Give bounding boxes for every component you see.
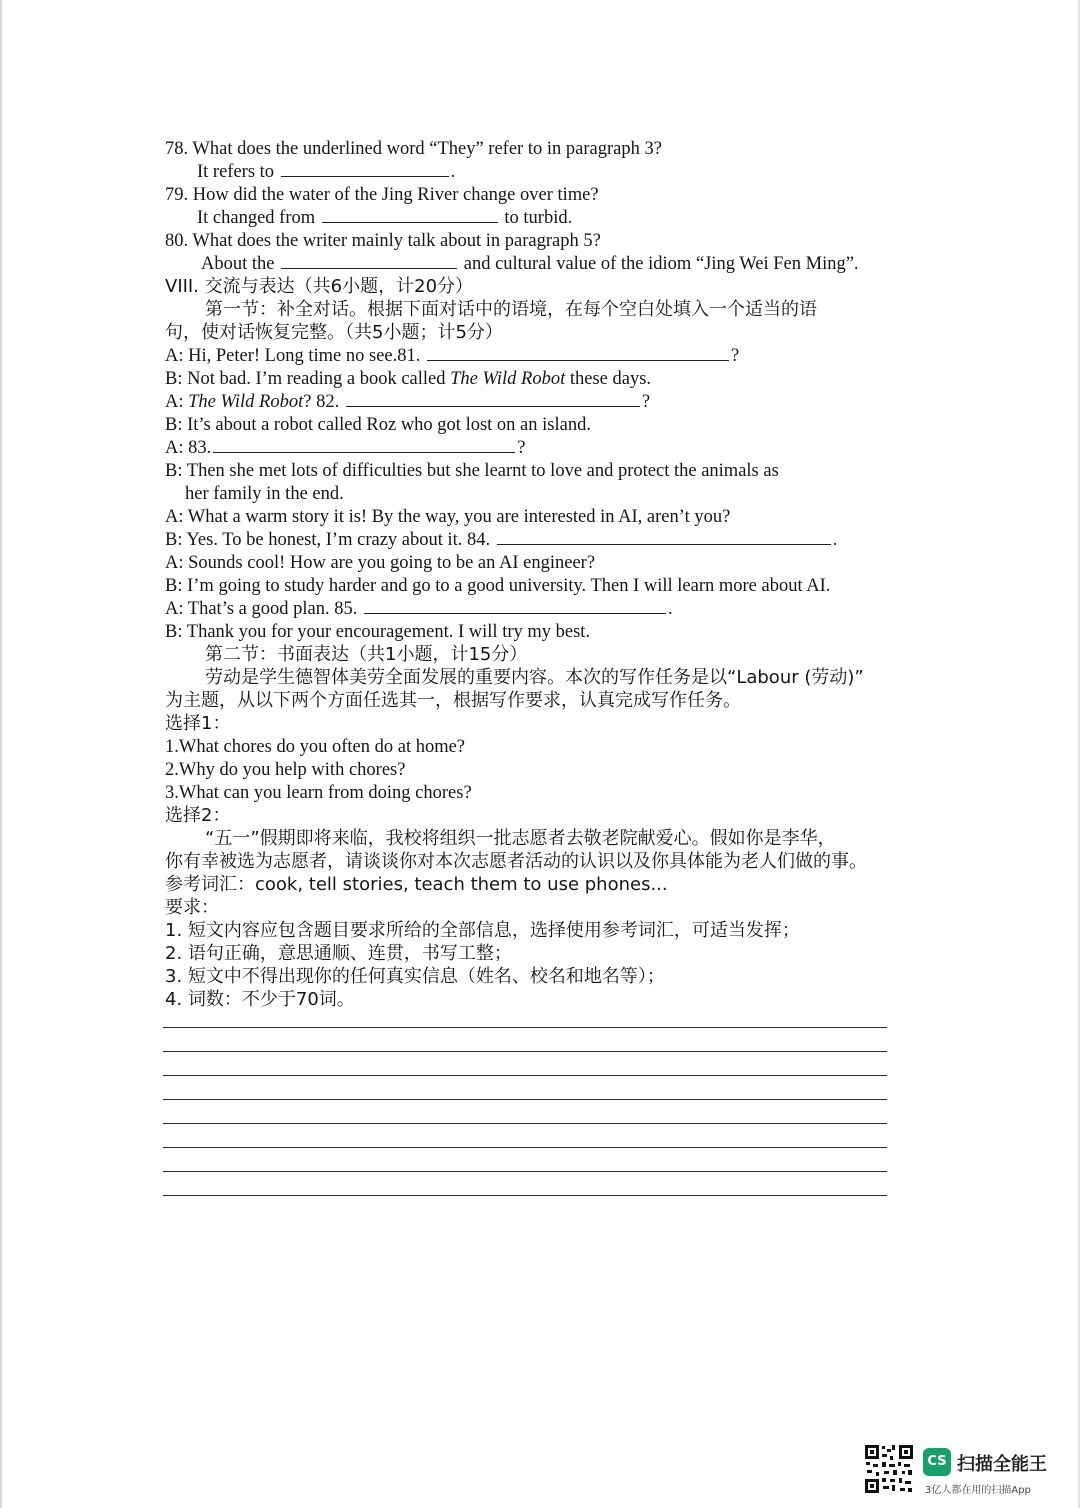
answer-blank-79[interactable]: [322, 206, 498, 223]
writing-line[interactable]: [163, 1051, 887, 1052]
choice-2-text-cont: 你有幸被选为志愿者，请谈谈你对本次志愿者活动的认识以及你具体能为老人们做的事。: [165, 851, 867, 872]
choice-2-text: “五一”假期即将来临，我校将组织一批志愿者去敬老院献爱心。假如你是李华，: [205, 828, 836, 849]
answer-79: [197, 206, 572, 230]
dialogue-line-6: B: Then she met lots of difficulties but she learnt to love and protect the animals as: [165, 461, 779, 481]
choice-1-item: 3.What can you learn from doing chores?: [165, 783, 472, 803]
dialogue-line-7: A: What a warm story it is! By the way, you are interested in AI, aren’t you?: [165, 507, 731, 527]
writing-line[interactable]: [163, 1099, 887, 1100]
part-1-title: 第一节：补全对话。根据下面对话中的语境，在每个空白处填入一个适当的语: [205, 299, 817, 320]
camscanner-logo: CS: [923, 1448, 951, 1476]
dialogue-line-9: A: Sounds cool! How are you going to be an AI engineer?: [165, 553, 596, 573]
part-2-title: 第二节：书面表达（共1小题，计15分）: [205, 644, 528, 665]
question-80: [165, 229, 601, 253]
answer-blank-85[interactable]: [364, 597, 666, 614]
reference-vocabulary: 参考词汇：cook, tell stories, teach them to use phones...: [165, 874, 668, 895]
answer-blank-84[interactable]: [497, 528, 831, 545]
qr-code-icon: [864, 1444, 914, 1494]
question-78-stem: 78. What does the underlined word “They” refer to in paragraph 3?: [165, 139, 662, 159]
answer-79-prefix: It changed from: [197, 208, 316, 228]
question-80-stem: 80. What does the writer mainly talk about in paragraph 5?: [165, 231, 601, 251]
requirement-item: 4. 词数：不少于70词。: [165, 989, 355, 1010]
answer-blank-80[interactable]: [281, 252, 457, 269]
dialogue-line-12: B: Thank you for your encouragement. I will try my best.: [165, 622, 591, 642]
book-title: The Wild Robot: [188, 392, 304, 412]
writing-line[interactable]: [163, 1075, 887, 1076]
answer-78: [197, 160, 455, 184]
question-79-stem: 79. How did the water of the Jing River change over time?: [165, 185, 599, 205]
answer-78-prefix: It refers to: [197, 162, 275, 182]
answer-80-prefix: About the: [201, 254, 275, 274]
camscanner-app-name: 扫描全能王: [957, 1454, 1047, 1475]
writing-line[interactable]: [163, 1195, 887, 1196]
requirements-label: 要求：: [165, 897, 219, 918]
choice-1-item: 1.What chores do you often do at home?: [165, 737, 466, 757]
writing-line[interactable]: [163, 1171, 887, 1172]
choice-2-label: 选择2：: [165, 805, 231, 826]
choice-1-item: 2.Why do you help with chores?: [165, 760, 406, 780]
question-78: [165, 137, 662, 161]
dialogue-line-11: A: That’s a good plan. 85. .: [165, 599, 673, 619]
choice-1-label: 选择1：: [165, 713, 231, 734]
book-title: The Wild Robot: [450, 369, 566, 389]
dialogue-line-4: B: It’s about a robot called Roz who got lost on an island.: [165, 415, 591, 435]
answer-79-end: to turbid.: [504, 208, 573, 228]
writing-line[interactable]: [163, 1027, 887, 1028]
writing-line[interactable]: [163, 1147, 887, 1148]
requirement-item: 1. 短文内容应包含题目要求所给的全部信息，选择使用参考词汇，可适当发挥；: [165, 920, 800, 941]
answer-78-end: .: [450, 162, 456, 182]
answer-blank-78[interactable]: [281, 160, 449, 177]
dialogue-line-6-cont: her family in the end.: [185, 484, 344, 504]
dialogue-line-8: B: Yes. To be honest, I’m crazy about it. 84. .: [165, 530, 838, 550]
question-79: [165, 183, 599, 207]
answer-80: [201, 252, 859, 276]
requirement-item: 3. 短文中不得出现你的任何真实信息（姓名、校名和地名等）；: [165, 966, 665, 987]
dialogue-line-10: B: I’m going to study harder and go to a good university. Then I will learn more about AI.: [165, 576, 831, 596]
dialogue-line-5: A: 83. ?: [165, 438, 526, 458]
answer-blank-82[interactable]: [346, 390, 640, 407]
dialogue-line-1: A: Hi, Peter! Long time no see.81. ?: [165, 346, 740, 366]
writing-line[interactable]: [163, 1123, 887, 1124]
section-8-heading: VIII. 交流与表达（共6小题，计20分）: [165, 276, 474, 297]
part-2-intro-cont: 为主题，从以下两个方面任选其一，根据写作要求，认真完成写作任务。: [165, 690, 741, 711]
dialogue-line-3: A: The Wild Robot? 82. ?: [165, 392, 651, 412]
part-1-title-cont: 句，使对话恢复完整。（共5小题；计5分）: [165, 322, 503, 343]
part-2-intro: 劳动是学生德智体美劳全面发展的重要内容。本次的写作任务是以“Labour (劳动)”: [205, 667, 864, 688]
answer-80-end: and cultural value of the idiom “Jing Wei Fen Ming”.: [463, 254, 859, 274]
dialogue-line-2: B: Not bad. I’m reading a book called The Wild Robot these days.: [165, 369, 652, 389]
page-left-edge: [0, 0, 2, 1508]
requirement-item: 2. 语句正确，意思通顺、连贯，书写工整；: [165, 943, 512, 964]
answer-blank-81[interactable]: [427, 344, 729, 361]
answer-blank-83[interactable]: [213, 436, 515, 453]
camscanner-tagline: 3亿人都在用的扫描App: [925, 1485, 1031, 1496]
